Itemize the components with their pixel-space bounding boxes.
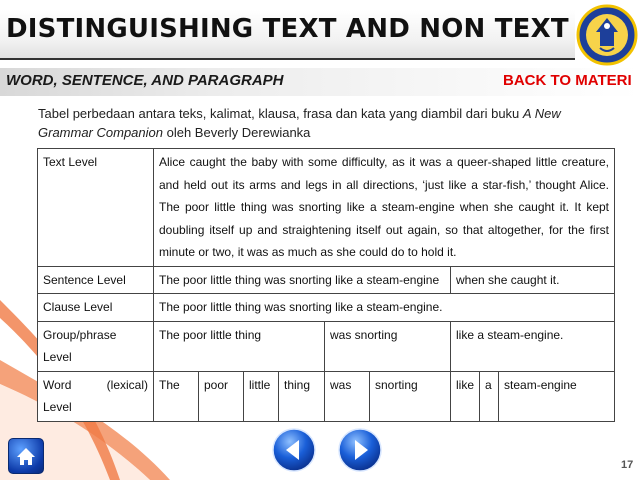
label-sentence-level: Sentence Level (38, 266, 154, 294)
home-icon (9, 439, 43, 473)
sentence-part-2: when she caught it. (451, 266, 615, 294)
word-cell: snorting (370, 371, 451, 421)
label-group-level: Group/phrase Level (38, 321, 154, 371)
label-text-level: Text Level (38, 149, 154, 267)
arrow-left-icon (272, 428, 316, 472)
word-cell: thing (279, 371, 325, 421)
intro-text-after: oleh Beverly Derewianka (163, 125, 311, 140)
word-level-label-left: Word (43, 377, 72, 392)
arrow-right-icon (338, 428, 382, 472)
table-row-text-level (38, 149, 615, 267)
page-number: 17 (621, 459, 634, 471)
label-word-level (38, 371, 154, 421)
clause-level-content: The poor little thing was snorting like a steam-engine. (154, 294, 615, 322)
word-cell: poor (199, 371, 244, 421)
home-button[interactable] (8, 438, 44, 474)
levels-table (37, 148, 615, 422)
word-cell: steam-engine (499, 371, 615, 421)
table-row-sentence-level (38, 266, 615, 294)
title-underline (0, 58, 575, 60)
sentence-part-1: The poor little thing was snorting like a steam-engine (154, 266, 451, 294)
table-row-clause-level (38, 294, 615, 322)
prev-slide-button[interactable] (272, 428, 316, 472)
kemendikbud-logo (576, 4, 638, 66)
word-cell: like (451, 371, 480, 421)
word-level-label-right: (lexical) (106, 377, 148, 392)
word-level-label-line1 (43, 374, 148, 397)
back-to-materi-link[interactable]: BACK TO MATERI (503, 72, 632, 89)
text-level-content: Alice caught the baby with some difficulty, as it was a queer-shaped little creature, and held out its arms and legs in all directions, ‘just like a star-fish,’ thought Alice. The poor little thing was snorting like a steam-engine when she caught it. It kept doubling itself up and straightening itself out again, so that altogether, for the first minute or two, it was as much as she could do to hold it. (154, 149, 615, 267)
group-part-2: was snorting (325, 321, 451, 371)
word-cell: The (154, 371, 199, 421)
word-cell: was (325, 371, 370, 421)
group-part-1: The poor little thing (154, 321, 325, 371)
intro-text-before: Tabel perbedaan antara teks, kalimat, klausa, frasa dan kata yang diambil dari buku (38, 106, 523, 121)
section-title: WORD, SENTENCE, AND PARAGRAPH (6, 72, 284, 89)
page-title: DISTINGUISHING TEXT AND NON TEXT (6, 14, 569, 44)
word-level-label-line2: Level (43, 400, 72, 414)
next-slide-button[interactable] (338, 428, 382, 472)
intro-text (38, 104, 598, 142)
table-row-word-level (38, 371, 615, 421)
word-cell: little (244, 371, 279, 421)
book-title: A New Grammar Companion (38, 106, 561, 140)
group-part-3: like a steam-engine. (451, 321, 615, 371)
table-row-group-level (38, 321, 615, 371)
label-clause-level: Clause Level (38, 294, 154, 322)
word-cell: a (480, 371, 499, 421)
